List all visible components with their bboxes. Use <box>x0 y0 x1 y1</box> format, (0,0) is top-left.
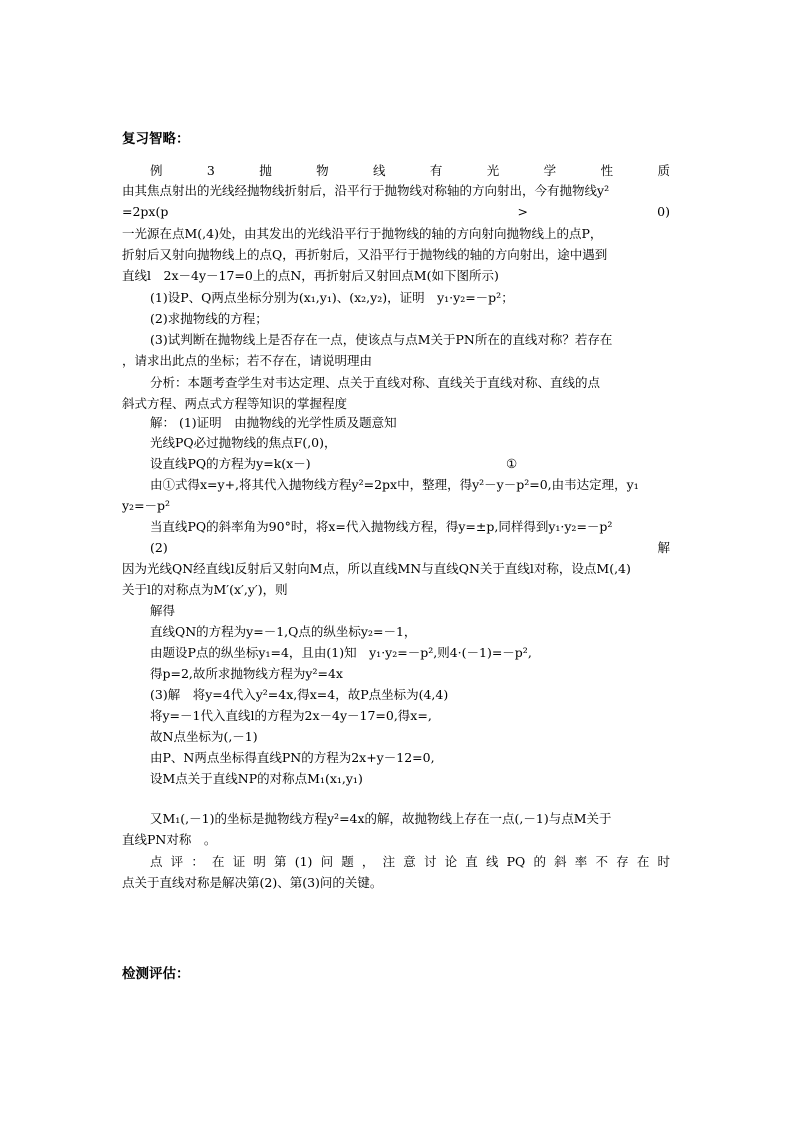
title-char: 抛 <box>259 163 272 178</box>
solution-line: 设M点关于直线NP的对称点M₁(x₁,y₁) <box>150 771 363 786</box>
question-3-cont: ，请求出此点的坐标；若不存在，请说明理由 <box>122 353 373 368</box>
solution-line: (3)解 将y=4代入y²=4x,得x=4，故P点坐标为(4,4) <box>150 687 449 702</box>
title-char: 性 <box>600 163 614 178</box>
solution-line: y₂=－p² <box>122 498 171 513</box>
solution-line: 解得 <box>150 603 176 618</box>
review-heading: 复习智略： <box>122 131 190 147</box>
solution-text: 设直线PQ的方程为y=k(x－) <box>150 456 311 471</box>
comment-line: 点评：在证明第(1)问题，注意讨论直线PQ的斜率不存在时 <box>150 854 670 869</box>
solution-line: 直线QN的方程为y=－1,Q点的纵坐标y₂=－1， <box>150 624 417 639</box>
solution-line: 由①式得x=y+,将其代入抛物线方程y²=2px中，整理，得y²－y－p²=0,由韦达定理，y₁ <box>150 477 639 492</box>
example-line: 一光源在点M(,4)处，由其发出的光线沿平行于抛物线的轴的方向射向抛物线上的点P， <box>122 226 603 241</box>
question-1: (1)设P、Q两点坐标分别为(x₁,y₁)、(x₂,y₂)，证明 y₁·y₂=－p²； <box>150 290 514 305</box>
solution-line: 将y=－1代入直线l的方程为2x－4y－17=0,得x=, <box>150 708 432 723</box>
test-heading: 检测评估： <box>122 966 190 982</box>
solution-line: 解： (1)证明 由抛物线的光学性质及题意知 <box>150 415 397 430</box>
solution-line <box>150 539 670 557</box>
title-char: 物 <box>316 163 329 178</box>
example-title-row <box>150 162 670 180</box>
solution-line: 光线PQ必过抛物线的焦点F(,0)， <box>150 435 337 450</box>
solution-line: 关于l的对称点为M′(x′,y′)，则 <box>122 582 288 597</box>
question-2: (2)求抛物线的方程； <box>150 311 268 326</box>
solution-line: 故N点坐标为(,－1) <box>150 729 258 744</box>
title-char: 例 <box>150 163 163 178</box>
example-line: 折射后又射向抛物线上的点Q，再折射后，又沿平行于抛物线的轴的方向射出，途中遇到 <box>122 247 608 262</box>
equation-marker: ① <box>506 456 518 471</box>
solution-text: (2) <box>150 540 168 555</box>
comment-line: 点关于直线对称是解决第(2)、第(3)问的关键。 <box>122 875 383 890</box>
solution-line: 又M₁(,－1)的坐标是抛物线方程y²=4x的解，故抛物线上存在一点(,－1)与点M关于 <box>150 811 612 826</box>
title-char: 光 <box>486 163 500 178</box>
eq-part: 0) <box>657 204 670 219</box>
solution-line <box>150 455 670 473</box>
title-char: 有 <box>429 163 443 178</box>
solution-line: 得p=2,故所求抛物线方程为y²=4x <box>150 666 343 681</box>
eq-part: > <box>517 204 528 219</box>
example-equation-row <box>122 203 670 221</box>
question-3: (3)试判断在抛物线上是否存在一点，使该点与点M关于PN所在的直线对称？若存在 <box>150 332 613 347</box>
solution-line: 直线PN对称 。 <box>122 832 217 847</box>
title-char: 3 <box>206 163 215 178</box>
solution-line: 因为光线QN经直线l反射后又射向M点，所以直线MN与直线QN关于直线l对称，设点M(,4) <box>122 561 631 576</box>
analysis-line: 斜式方程、两点式方程等知识的掌握程度 <box>122 396 348 411</box>
solution-text: 解 <box>657 540 670 555</box>
eq-part: =2px(p <box>122 204 169 219</box>
title-char: 质 <box>657 163 670 178</box>
solution-line: 由题设P点的纵坐标y₁=4，且由(1)知 y₁·y₂=－p²,则4·(－1)=－p², <box>150 645 532 660</box>
title-char: 学 <box>543 163 557 178</box>
example-line: 由其焦点射出的光线经抛物线折射后，沿平行于抛物线对称轴的方向射出，今有抛物线y² <box>122 183 610 198</box>
solution-line: 由P、N两点坐标得直线PN的方程为2x+y－12=0, <box>150 750 435 765</box>
title-char: 线 <box>373 163 386 178</box>
solution-line: 当直线PQ的斜率角为90°时，将x=代入抛物线方程，得y=±p,同样得到y₁·y₂=－p² <box>150 519 613 534</box>
analysis-line: 分析：本题考查学生对韦达定理、点关于直线对称、直线关于直线对称、直线的点 <box>150 375 601 390</box>
example-line: 直线l 2x－4y－17=0上的点N，再折射后又射回点M(如下图所示) <box>122 268 499 283</box>
